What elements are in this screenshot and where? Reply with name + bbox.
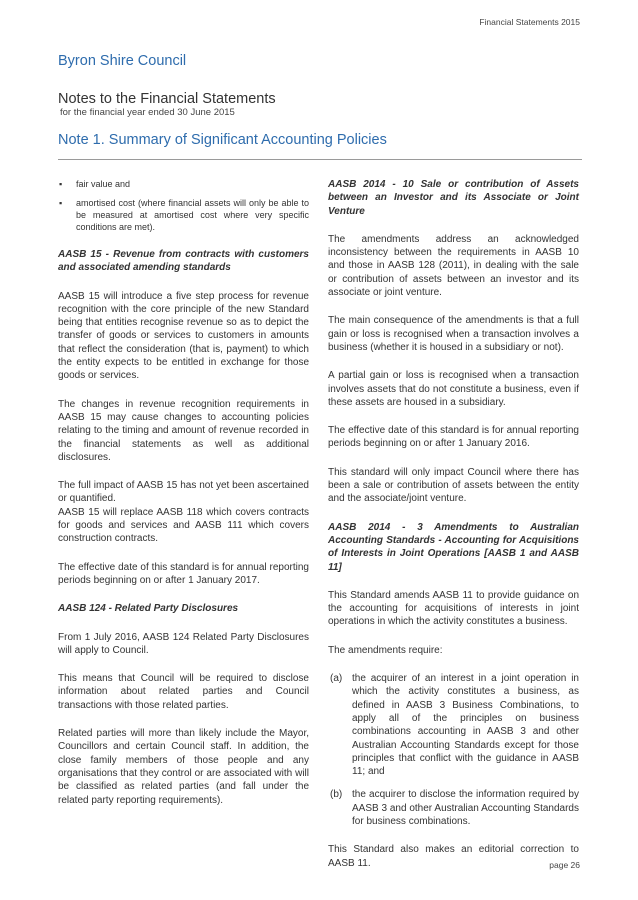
paragraph: The effective date of this standard is for annual reporting periods beginning on or after 1 January 2017. (58, 561, 309, 586)
page-number: page 26 (549, 860, 580, 870)
paragraph: The amendments require: (328, 644, 443, 656)
paragraph: This Standard also makes an editorial correction to AASB 11. (328, 844, 579, 869)
paragraph: This standard will only impact Council where there has been a sale or contribution of assets between the entity and the associate/joint venture. (328, 466, 579, 505)
paragraph: AASB 15 will replace AASB 118 which covers contracts for goods and services and AASB 111 which covers construction contracts. (58, 506, 309, 545)
paragraph: AASB 15 will introduce a five step process for revenue recognition with the core principle of the new Standard being that entities recognise revenue so as to depict the transfer of goods or services to customers in amounts that reflect the consideration (that is, payment) to which the entity expects to be entitled in exchange for those goods or services. (58, 290, 309, 382)
aasb2014-10-heading: AASB 2014 - 10 Sale or contribution of Assets between an Investor and its Associate or Joint Venture (328, 179, 579, 217)
bullet-text: fair value and (76, 179, 131, 189)
bullet-list (58, 178, 309, 233)
aasb15-heading: AASB 15 - Revenue from contracts with customers and associated amending standards (58, 249, 309, 274)
bullet-item (58, 197, 309, 233)
reporting-period: for the financial year ended 30 June 2015 (60, 107, 235, 118)
right-column (328, 178, 579, 885)
list-item (328, 672, 579, 778)
paragraph: The amendments address an acknowledged inconsistency between the requirements in AASB 10 and those in AASB 128 (2011), in dealing with the sale or contribution of assets between an investor and its associate or joint venture. (328, 233, 579, 299)
bullet-icon: ▪ (59, 198, 63, 208)
list-item-text: the acquirer of an interest in a joint operation in which the activity constitutes a business, as defined in AASB 3 Business Combinations, to apply all of the principles on business combinations accounting in AASB 3 and other Australian Accounting Standards except for those principles that conflict with the guidance in AASB 11; and (352, 673, 579, 778)
paragraph: The main consequence of the amendments is that a full gain or loss is recognised when a transaction involves a business (whether it is housed in a subsidiary or not). (328, 315, 579, 353)
list-item-text: the acquirer to disclose the information required by AASB 3 and other Australian Accounting Standards for business combinations. (352, 789, 579, 827)
paragraph: A partial gain or loss is recognised when a transaction involves assets that do not constitute a business, even if these assets are housed in a subsidiary. (328, 370, 579, 408)
paragraph: Related parties will more than likely include the Mayor, Councillors and certain Council staff. In addition, the close family members of those people and any organisations that they control or are associated with will be classified as related parties (and fall under the related party reporting requirements). (58, 728, 309, 806)
paragraph: This means that Council will be required to disclose information about related parties and Council transactions with those related parties. (58, 673, 309, 711)
list-marker: (a) (330, 673, 343, 685)
note-heading: Note 1. Summary of Significant Accounting Policies (58, 132, 387, 148)
aasb124-heading: AASB 124 - Related Party Disclosures (58, 603, 239, 615)
paragraph: The full impact of AASB 15 has not yet been ascertained or quantified. (58, 480, 309, 505)
divider (58, 159, 582, 160)
paragraph: This Standard amends AASB 11 to provide guidance on the accounting for acquisitions of interests in joint operations in which the activity constitutes a business. (328, 589, 579, 628)
running-header: Financial Statements 2015 (479, 17, 580, 27)
organisation-name: Byron Shire Council (58, 53, 187, 69)
bullet-icon: ▪ (59, 179, 63, 189)
notes-title: Notes to the Financial Statements (58, 91, 276, 107)
list-item (328, 788, 579, 828)
paragraph: The effective date of this standard is for annual reporting periods beginning on or after 1 January 2016. (328, 425, 579, 450)
bullet-text: amortised cost (where financial assets will only be able to be measured at amortised cost where very specific conditions are met). (76, 198, 309, 232)
bullet-item (58, 178, 309, 190)
list-marker: (b) (330, 789, 343, 801)
requirements-list (328, 672, 579, 828)
aasb2014-3-heading: AASB 2014 - 3 Amendments to Australian Accounting Standards - Accounting for Acquisitions of Interests in Joint Operations [AASB 1 and AASB 11] (328, 521, 579, 573)
left-column (58, 178, 309, 822)
paragraph: From 1 July 2016, AASB 124 Related Party Disclosures will apply to Council. (58, 631, 309, 656)
paragraph: The changes in revenue recognition requirements in AASB 15 may cause changes to accounting policies relating to the timing and amount of revenue recorded in the financial statements as well as additional disclosures. (58, 398, 309, 463)
